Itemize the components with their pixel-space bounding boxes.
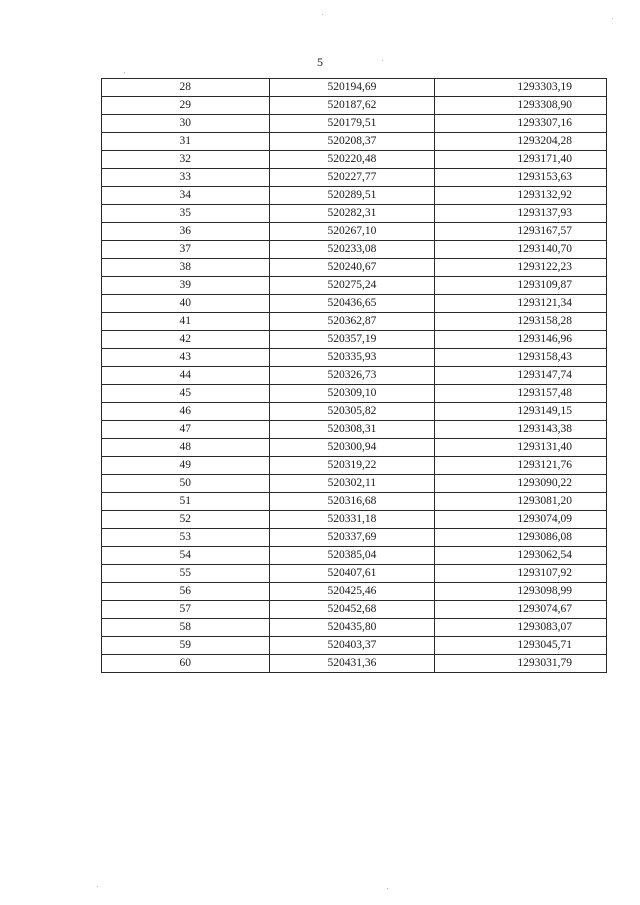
point-number-cell: 59 xyxy=(102,637,270,655)
y-coordinate-cell: 1293098,99 xyxy=(435,583,607,601)
x-coordinate-cell: 520282,31 xyxy=(269,205,435,223)
table-row xyxy=(102,367,607,385)
point-number-cell: 39 xyxy=(102,277,270,295)
y-coordinate-cell: 1293149,15 xyxy=(435,403,607,421)
y-coordinate-cell: 1293303,19 xyxy=(435,79,607,97)
table-row xyxy=(102,511,607,529)
x-coordinate-cell: 520425,46 xyxy=(269,583,435,601)
x-coordinate-cell: 520403,37 xyxy=(269,637,435,655)
table-row xyxy=(102,259,607,277)
point-number-cell: 38 xyxy=(102,259,270,277)
x-coordinate-cell: 520233,08 xyxy=(269,241,435,259)
x-coordinate-cell: 520337,69 xyxy=(269,529,435,547)
table-row xyxy=(102,439,607,457)
y-coordinate-cell: 1293158,28 xyxy=(435,313,607,331)
x-coordinate-cell: 520220,48 xyxy=(269,151,435,169)
table-row xyxy=(102,655,607,673)
x-coordinate-cell: 520267,10 xyxy=(269,223,435,241)
x-coordinate-cell: 520194,69 xyxy=(269,79,435,97)
table-row xyxy=(102,457,607,475)
point-number-cell: 33 xyxy=(102,169,270,187)
point-number-cell: 48 xyxy=(102,439,270,457)
x-coordinate-cell: 520357,19 xyxy=(269,331,435,349)
table-row xyxy=(102,601,607,619)
coordinates-table xyxy=(101,78,607,673)
point-number-cell: 49 xyxy=(102,457,270,475)
y-coordinate-cell: 1293171,40 xyxy=(435,151,607,169)
point-number-cell: 57 xyxy=(102,601,270,619)
table-row xyxy=(102,529,607,547)
table-row xyxy=(102,475,607,493)
point-number-cell: 55 xyxy=(102,565,270,583)
point-number-cell: 30 xyxy=(102,115,270,133)
y-coordinate-cell: 1293121,34 xyxy=(435,295,607,313)
point-number-cell: 51 xyxy=(102,493,270,511)
scan-speck xyxy=(124,72,125,73)
y-coordinate-cell: 1293090,22 xyxy=(435,475,607,493)
point-number-cell: 46 xyxy=(102,403,270,421)
x-coordinate-cell: 520208,37 xyxy=(269,133,435,151)
y-coordinate-cell: 1293157,48 xyxy=(435,385,607,403)
point-number-cell: 29 xyxy=(102,97,270,115)
point-number-cell: 45 xyxy=(102,385,270,403)
point-number-cell: 47 xyxy=(102,421,270,439)
x-coordinate-cell: 520431,36 xyxy=(269,655,435,673)
point-number-cell: 36 xyxy=(102,223,270,241)
scan-speck xyxy=(387,888,388,889)
x-coordinate-cell: 520275,24 xyxy=(269,277,435,295)
scan-speck xyxy=(97,886,98,887)
y-coordinate-cell: 1293107,92 xyxy=(435,565,607,583)
y-coordinate-cell: 1293308,90 xyxy=(435,97,607,115)
x-coordinate-cell: 520308,31 xyxy=(269,421,435,439)
coordinates-table-body xyxy=(102,79,607,673)
table-row xyxy=(102,169,607,187)
x-coordinate-cell: 520435,80 xyxy=(269,619,435,637)
table-row xyxy=(102,493,607,511)
x-coordinate-cell: 520436,65 xyxy=(269,295,435,313)
point-number-cell: 41 xyxy=(102,313,270,331)
table-row xyxy=(102,97,607,115)
table-row xyxy=(102,583,607,601)
point-number-cell: 28 xyxy=(102,79,270,97)
x-coordinate-cell: 520319,22 xyxy=(269,457,435,475)
y-coordinate-cell: 1293153,63 xyxy=(435,169,607,187)
y-coordinate-cell: 1293146,96 xyxy=(435,331,607,349)
point-number-cell: 43 xyxy=(102,349,270,367)
x-coordinate-cell: 520326,73 xyxy=(269,367,435,385)
table-row xyxy=(102,349,607,367)
x-coordinate-cell: 520407,61 xyxy=(269,565,435,583)
y-coordinate-cell: 1293307,16 xyxy=(435,115,607,133)
point-number-cell: 34 xyxy=(102,187,270,205)
point-number-cell: 54 xyxy=(102,547,270,565)
y-coordinate-cell: 1293122,23 xyxy=(435,259,607,277)
y-coordinate-cell: 1293045,71 xyxy=(435,637,607,655)
x-coordinate-cell: 520309,10 xyxy=(269,385,435,403)
y-coordinate-cell: 1293147,74 xyxy=(435,367,607,385)
y-coordinate-cell: 1293062,54 xyxy=(435,547,607,565)
y-coordinate-cell: 1293109,87 xyxy=(435,277,607,295)
y-coordinate-cell: 1293132,92 xyxy=(435,187,607,205)
point-number-cell: 44 xyxy=(102,367,270,385)
table-row xyxy=(102,133,607,151)
x-coordinate-cell: 520302,11 xyxy=(269,475,435,493)
y-coordinate-cell: 1293121,76 xyxy=(435,457,607,475)
y-coordinate-cell: 1293086,08 xyxy=(435,529,607,547)
y-coordinate-cell: 1293158,43 xyxy=(435,349,607,367)
x-coordinate-cell: 520362,87 xyxy=(269,313,435,331)
table-row xyxy=(102,79,607,97)
y-coordinate-cell: 1293031,79 xyxy=(435,655,607,673)
y-coordinate-cell: 1293131,40 xyxy=(435,439,607,457)
x-coordinate-cell: 520331,18 xyxy=(269,511,435,529)
y-coordinate-cell: 1293167,57 xyxy=(435,223,607,241)
x-coordinate-cell: 520452,68 xyxy=(269,601,435,619)
x-coordinate-cell: 520300,94 xyxy=(269,439,435,457)
table-row xyxy=(102,313,607,331)
point-number-cell: 31 xyxy=(102,133,270,151)
point-number-cell: 35 xyxy=(102,205,270,223)
x-coordinate-cell: 520289,51 xyxy=(269,187,435,205)
y-coordinate-cell: 1293140,70 xyxy=(435,241,607,259)
y-coordinate-cell: 1293204,28 xyxy=(435,133,607,151)
table-row xyxy=(102,619,607,637)
table-row xyxy=(102,187,607,205)
table-row xyxy=(102,151,607,169)
y-coordinate-cell: 1293143,38 xyxy=(435,421,607,439)
x-coordinate-cell: 520305,82 xyxy=(269,403,435,421)
point-number-cell: 52 xyxy=(102,511,270,529)
table-row xyxy=(102,295,607,313)
table-row xyxy=(102,547,607,565)
y-coordinate-cell: 1293081,20 xyxy=(435,493,607,511)
x-coordinate-cell: 520385,04 xyxy=(269,547,435,565)
point-number-cell: 60 xyxy=(102,655,270,673)
scan-speck xyxy=(382,60,383,61)
table-row xyxy=(102,637,607,655)
table-row xyxy=(102,403,607,421)
x-coordinate-cell: 520335,93 xyxy=(269,349,435,367)
x-coordinate-cell: 520240,67 xyxy=(269,259,435,277)
point-number-cell: 56 xyxy=(102,583,270,601)
scan-speck xyxy=(322,14,323,15)
y-coordinate-cell: 1293137,93 xyxy=(435,205,607,223)
table-row xyxy=(102,241,607,259)
x-coordinate-cell: 520179,51 xyxy=(269,115,435,133)
scan-speck xyxy=(612,18,613,19)
y-coordinate-cell: 1293074,09 xyxy=(435,511,607,529)
table-row xyxy=(102,385,607,403)
x-coordinate-cell: 520316,68 xyxy=(269,493,435,511)
point-number-cell: 50 xyxy=(102,475,270,493)
x-coordinate-cell: 520227,77 xyxy=(269,169,435,187)
point-number-cell: 32 xyxy=(102,151,270,169)
table-row xyxy=(102,223,607,241)
table-row xyxy=(102,277,607,295)
point-number-cell: 40 xyxy=(102,295,270,313)
table-row xyxy=(102,331,607,349)
table-row xyxy=(102,205,607,223)
point-number-cell: 42 xyxy=(102,331,270,349)
page-number: 5 xyxy=(317,55,323,69)
table-row xyxy=(102,421,607,439)
x-coordinate-cell: 520187,62 xyxy=(269,97,435,115)
y-coordinate-cell: 1293074,67 xyxy=(435,601,607,619)
y-coordinate-cell: 1293083,07 xyxy=(435,619,607,637)
point-number-cell: 58 xyxy=(102,619,270,637)
table-row xyxy=(102,115,607,133)
point-number-cell: 37 xyxy=(102,241,270,259)
point-number-cell: 53 xyxy=(102,529,270,547)
table-row xyxy=(102,565,607,583)
